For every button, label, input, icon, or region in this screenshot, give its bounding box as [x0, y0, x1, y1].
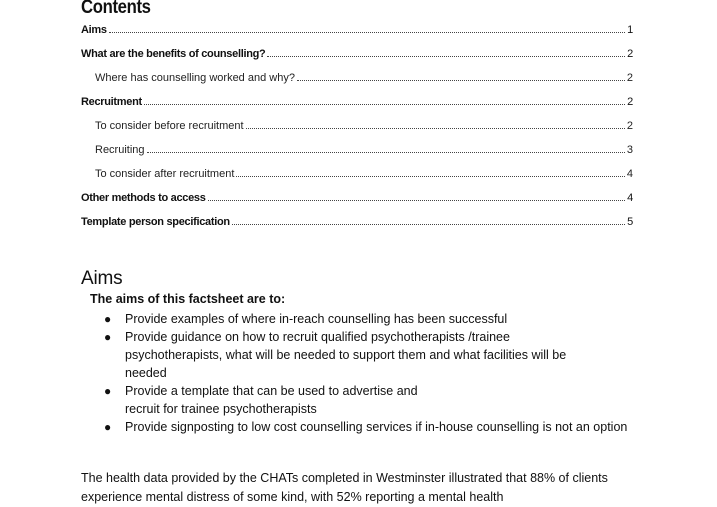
list-item: [104, 310, 644, 328]
toc-leader-dots: [109, 31, 625, 33]
toc-entry-recruitment[interactable]: [81, 92, 633, 108]
toc-leader-dots: [232, 223, 625, 225]
toc-entry-before-recruitment[interactable]: [95, 116, 633, 132]
aims-heading: Aims: [81, 268, 123, 289]
toc-entry-after-recruitment[interactable]: [95, 164, 633, 180]
toc-entry-recruiting[interactable]: [95, 140, 633, 156]
toc-entry-text: What are the benefits of counselling?: [81, 48, 266, 60]
toc-page-number: 5: [627, 216, 633, 228]
bullet-text: Provide signposting to low cost counselling services if in-house counselling is not an option: [125, 420, 628, 434]
aims-bullet-list: [104, 310, 644, 436]
toc-page-number: 4: [626, 168, 633, 180]
bullet-text: Provide examples of where in-reach counselling has been successful: [125, 312, 508, 326]
toc-entry-text: Where has counselling worked and why?: [95, 72, 295, 84]
list-item: [104, 418, 644, 436]
toc-leader-dots: [246, 127, 625, 129]
toc-page-number: 2: [627, 48, 633, 60]
toc-entry-other-methods[interactable]: [81, 188, 633, 204]
toc-leader-dots: [144, 103, 625, 105]
toc-entry-template[interactable]: [81, 212, 633, 228]
toc-entry-text: Recruitment: [81, 96, 142, 108]
toc-title: Contents: [81, 0, 151, 18]
toc-leader-dots: [297, 79, 625, 81]
toc-page-number: 1: [627, 24, 633, 36]
toc-leader-dots: [147, 151, 625, 153]
body-paragraph: The health data provided by the CHATs completed in Westminster illustrated that 88% of clients experience mental distress of some kind, with 52% reporting a mental health: [81, 471, 608, 504]
toc-entry-text: Template person specification: [81, 216, 230, 228]
toc-entry-text: Aims: [81, 24, 107, 36]
aims-intro: The aims of this factsheet are to:: [90, 292, 286, 306]
toc-entry-text: To consider before recruitment: [95, 120, 244, 132]
list-item: [104, 328, 644, 382]
toc-page-number: 2: [627, 96, 633, 108]
toc-entry-text: Recruiting: [95, 144, 145, 156]
toc-entry-text: To consider after recruitment: [95, 168, 235, 180]
bullet-text: Provide guidance on how to recruit qualified psychotherapists /trainee psychotherapists, what will be needed to support them and what facilities will be needed: [125, 330, 567, 380]
toc-page-number: 2: [626, 72, 633, 84]
bullet-icon: ●: [104, 420, 112, 434]
toc-page-number: 4: [627, 192, 633, 204]
bullet-text: Provide a template that can be used to advertise and recruit for trainee psychotherapists: [125, 384, 418, 416]
toc-entry-where-worked[interactable]: [95, 68, 633, 84]
bullet-icon: ●: [104, 384, 112, 398]
toc-entry-aims[interactable]: [81, 20, 633, 36]
toc-page-number: 3: [626, 144, 633, 156]
toc-leader-dots: [236, 175, 624, 177]
toc-leader-dots: [208, 199, 626, 201]
toc-entry-text: Other methods to access: [81, 192, 206, 204]
toc-entry-benefits[interactable]: [81, 44, 633, 60]
toc-page-number: 2: [626, 120, 633, 132]
list-item: [104, 382, 644, 418]
bullet-icon: ●: [104, 330, 112, 344]
toc-leader-dots: [267, 55, 625, 57]
bullet-icon: ●: [104, 312, 112, 326]
